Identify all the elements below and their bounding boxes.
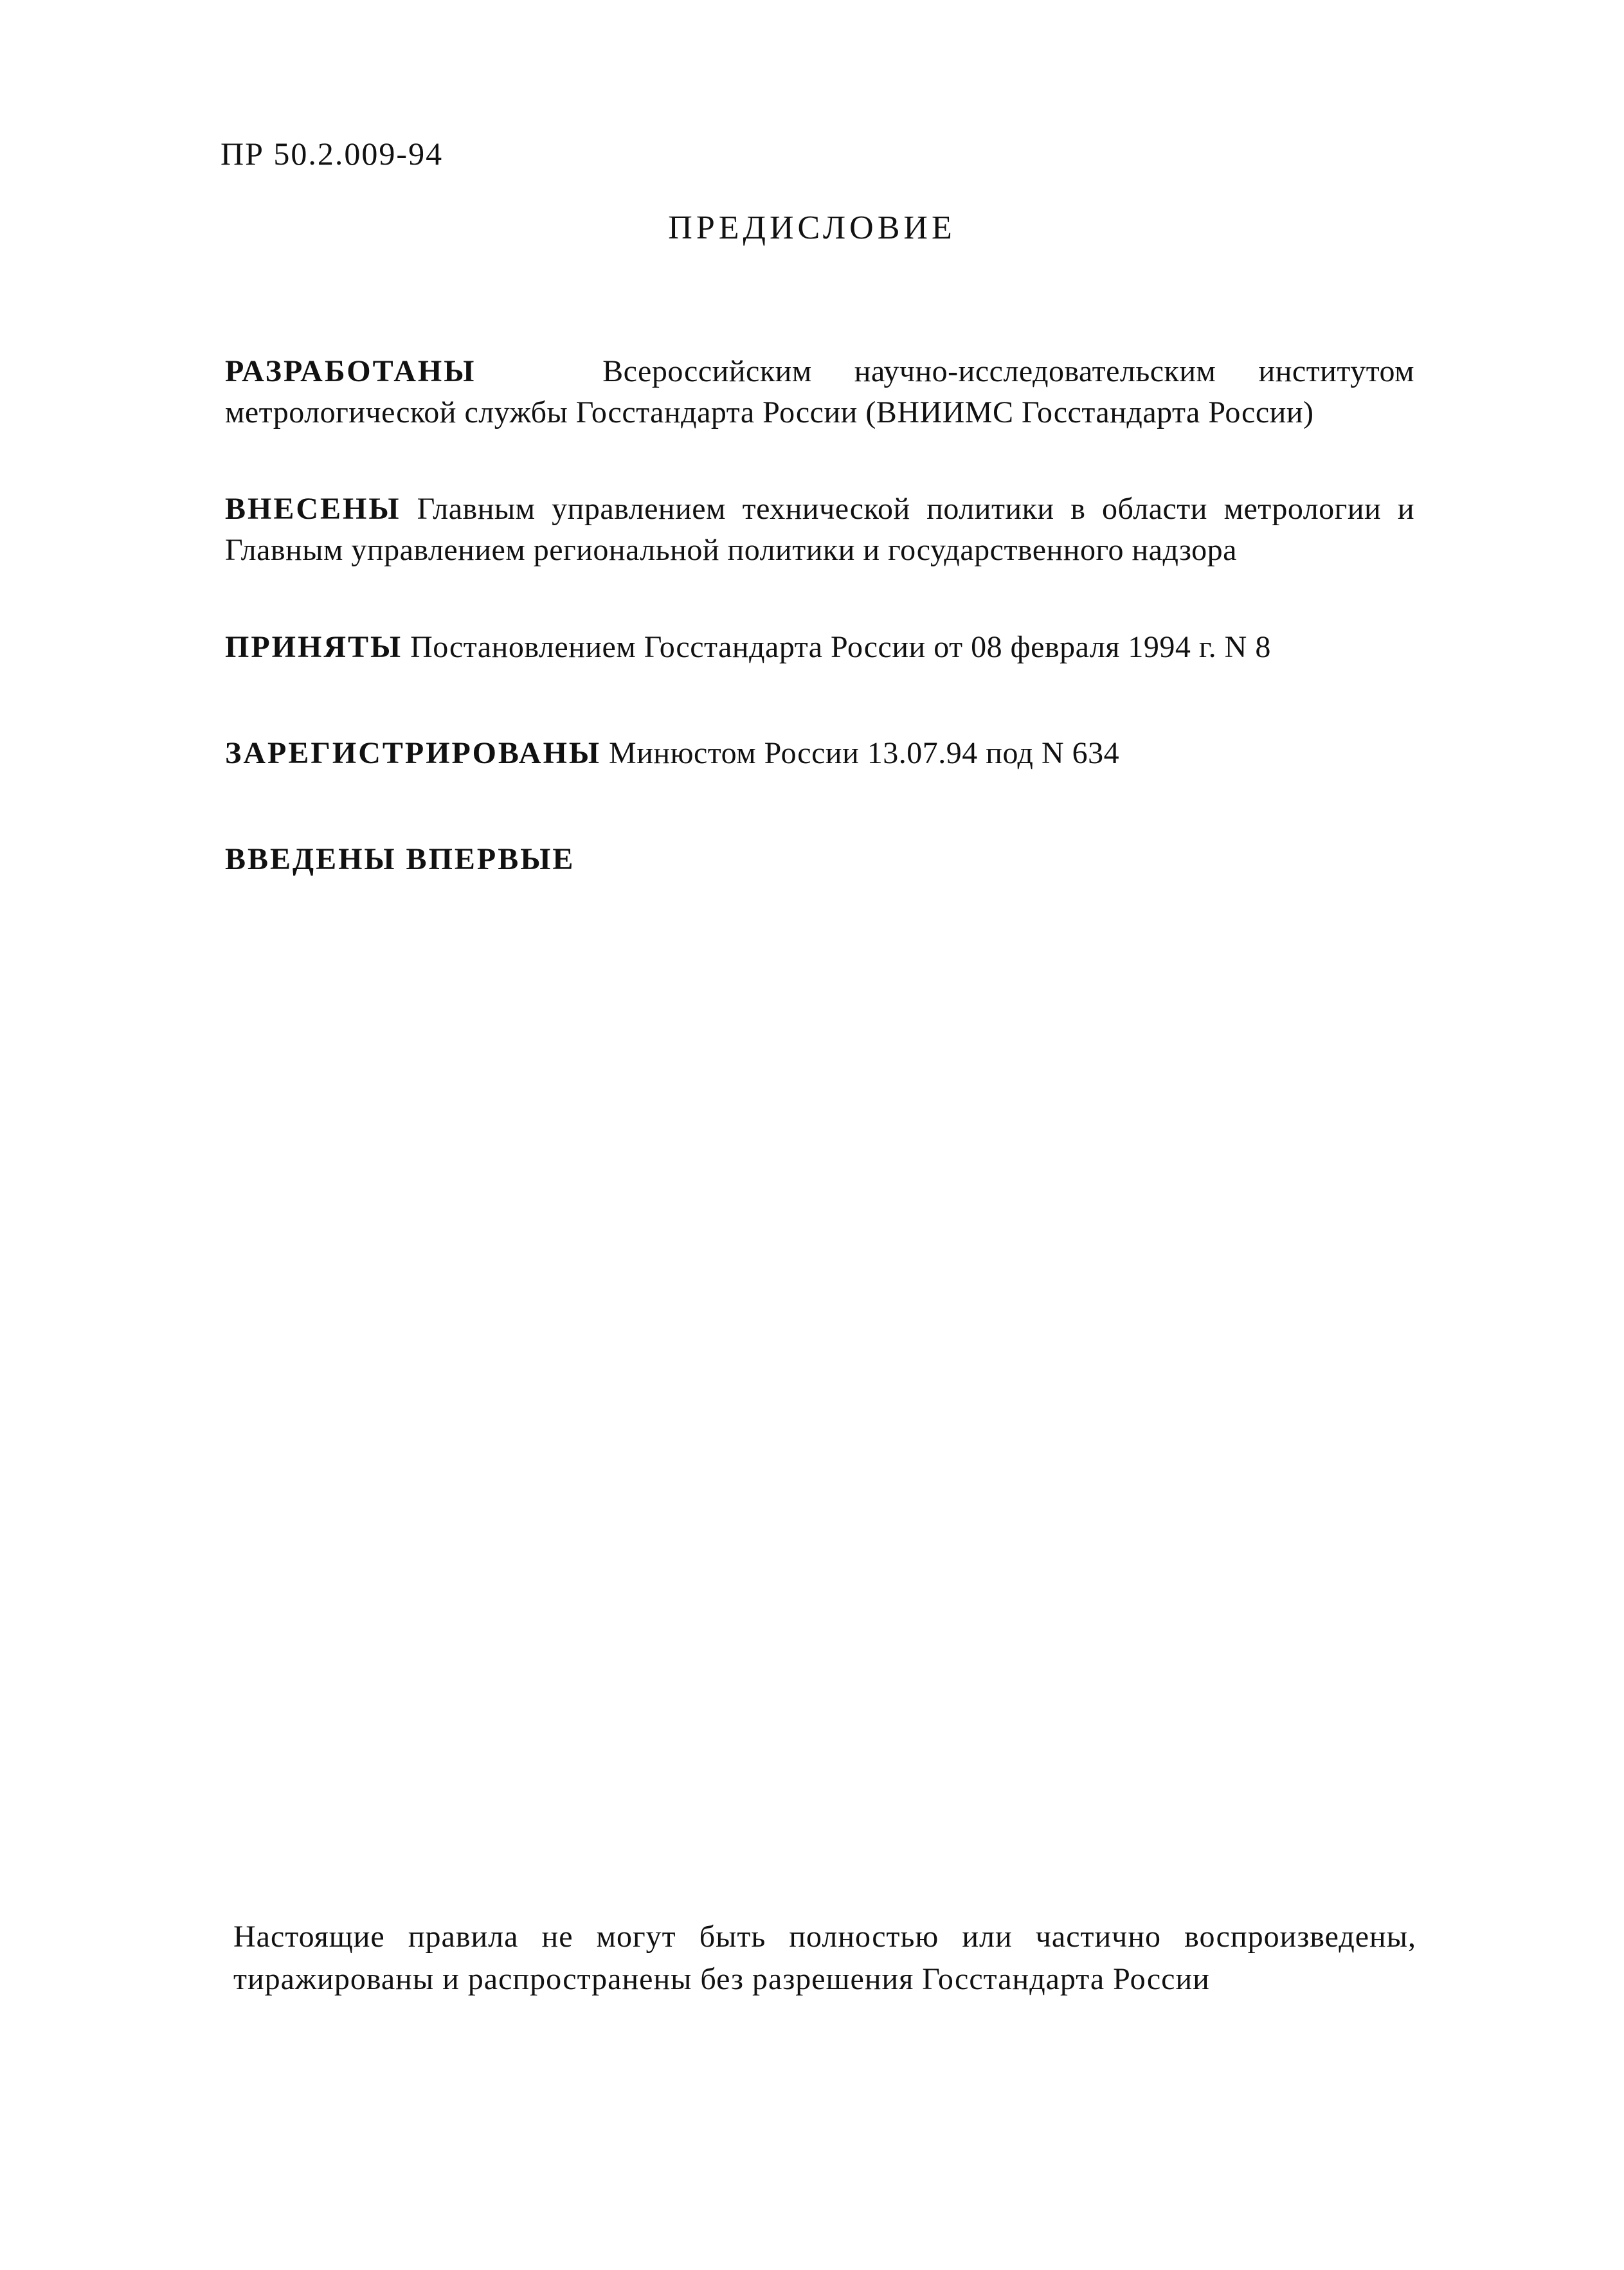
document-code: ПР 50.2.009-94	[221, 136, 444, 172]
copyright-notice: Настоящие правила не могут быть полностью или частично воспроизведены, тиражированы и распространены без разрешения Госстандарта России	[233, 1920, 1416, 1996]
page-title: ПРЕДИСЛОВИЕ	[668, 210, 956, 246]
entry-value: Всероссийским научно-исследовательским институтом метрологической службы Госстандарта России (ВНИИМС Госстандарта России)	[225, 354, 1415, 429]
entry-key: ЗАРЕГИСТРИРОВАНЫ	[225, 736, 602, 770]
entry-introduced	[225, 489, 1414, 571]
entry-key: ВВЕДЕНЫ ВПЕРВЫЕ	[225, 842, 575, 876]
entry-first-introduced	[225, 839, 1414, 880]
entry-key: РАЗРАБОТАНЫ	[225, 354, 476, 388]
entry-developed	[225, 351, 1414, 433]
entry-registered	[225, 733, 1414, 774]
entry-value: Постановлением Госстандарта России от 08 февраля 1994 г. N 8	[410, 630, 1271, 664]
entry-key: ПРИНЯТЫ	[225, 630, 403, 664]
entry-adopted	[225, 627, 1414, 668]
entry-value: Главным управлением технической политики в области метрологии и Главным управлением региональной политики и государственного надзора	[225, 492, 1415, 567]
entry-key: ВНЕСЕНЫ	[225, 492, 401, 526]
entry-value: Минюстом России 13.07.94 под N 634	[609, 736, 1120, 770]
